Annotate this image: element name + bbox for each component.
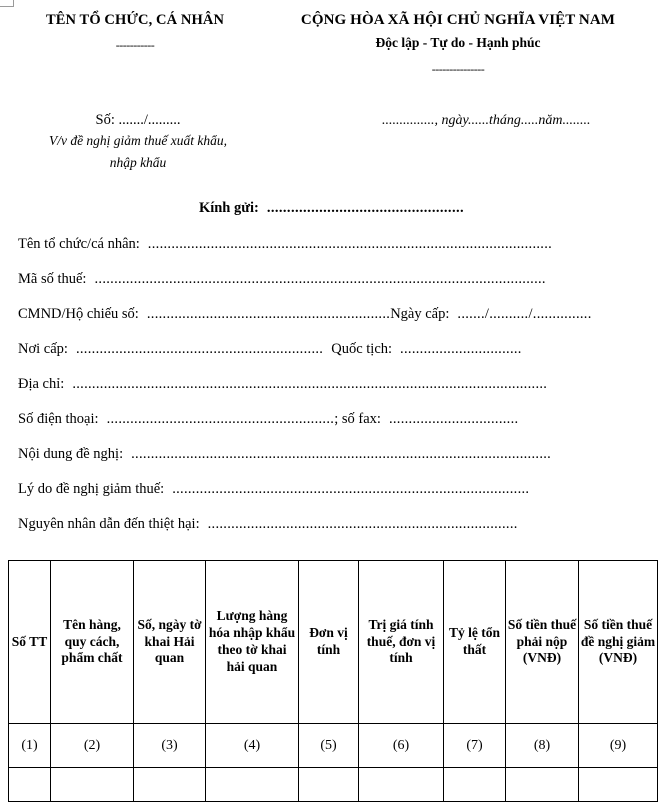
field-fill-dots-secondary[interactable]: ......./........../............... xyxy=(457,306,592,322)
field-label-secondary: ; số fax: xyxy=(334,411,381,427)
table-row xyxy=(9,768,658,802)
table-cell-4[interactable] xyxy=(206,768,299,802)
field-address xyxy=(18,376,652,411)
field-label: Lý do đề nghị giảm thuế: xyxy=(18,481,165,497)
document-subject-line-1: V/v đề nghị giảm thuế xuất khẩu, xyxy=(48,133,228,148)
column-number-5: (5) xyxy=(299,724,359,768)
table-header-cell-5: Đơn vị tính xyxy=(299,561,359,724)
organization-header-block xyxy=(10,12,260,53)
table-cell-9[interactable] xyxy=(579,768,658,802)
field-label: Số điện thoại: xyxy=(18,411,99,427)
corner-artifact xyxy=(0,0,14,7)
column-number-4: (4) xyxy=(206,724,299,768)
table-header-row xyxy=(9,561,658,724)
field-fill-dots-secondary[interactable]: ................................. xyxy=(388,411,519,427)
document-number-block xyxy=(18,112,258,172)
field-tax-code xyxy=(18,271,652,306)
field-fill-dots[interactable]: ....................................................................................................... xyxy=(147,236,553,252)
table-cell-8[interactable] xyxy=(506,768,579,802)
column-number-7: (7) xyxy=(444,724,506,768)
column-number-6: (6) xyxy=(359,724,444,768)
document-number-line: Số: ......./......... xyxy=(95,112,181,128)
table-header-cell-1: Số TT xyxy=(9,561,51,724)
field-fill-dots[interactable]: .............................................................. xyxy=(146,306,391,322)
document-date-line: ..............., ngày......tháng.....năm........ xyxy=(382,113,591,128)
column-number-9: (9) xyxy=(579,724,658,768)
field-fill-dots-secondary[interactable]: ............................... xyxy=(400,341,522,357)
field-fill-dots[interactable]: ................................................................................................................... xyxy=(94,271,546,287)
table-column-number-row xyxy=(9,724,658,768)
field-fill-dots[interactable]: ........................................................................................................... xyxy=(131,446,552,462)
document-subject-line-2: nhập khẩu xyxy=(109,154,167,170)
field-fill-dots[interactable]: ......................................................................................................................... xyxy=(72,376,548,392)
field-label: Mã số thuế: xyxy=(18,271,87,287)
field-damage-cause xyxy=(18,516,652,551)
organization-rule: ----------- xyxy=(115,38,155,52)
organization-title: TÊN TỔ CHỨC, CÁ NHÂN xyxy=(45,12,225,28)
recipient-label: Kính gửi: xyxy=(198,200,259,216)
national-header-block xyxy=(262,12,654,77)
field-request-content xyxy=(18,446,652,481)
column-number-2: (2) xyxy=(51,724,134,768)
column-number-1: (1) xyxy=(9,724,51,768)
table-cell-1[interactable] xyxy=(9,768,51,802)
national-title: CỘNG HÒA XÃ HỘI CHỦ NGHĨA VIỆT NAM xyxy=(300,12,616,28)
field-label: Nội dung đề nghị: xyxy=(18,446,124,462)
table-cell-3[interactable] xyxy=(134,768,206,802)
field-label-secondary: Ngày cấp: xyxy=(390,306,450,322)
field-label: Tên tổ chức/cá nhân: xyxy=(18,236,140,252)
table-cell-7[interactable] xyxy=(444,768,506,802)
column-number-8: (8) xyxy=(506,724,579,768)
field-label: Địa chỉ: xyxy=(18,376,65,392)
recipient-line xyxy=(0,200,663,217)
table-header-cell-9: Số tiền thuế đề nghị giảm (VNĐ) xyxy=(579,561,658,724)
document-header xyxy=(0,12,663,92)
field-reduction-reason xyxy=(18,481,652,516)
field-id-passport-number xyxy=(18,306,652,341)
field-fill-dots[interactable]: .......................................................... xyxy=(106,411,335,427)
field-label-secondary: Quốc tịch: xyxy=(331,341,393,357)
table-header-cell-8: Số tiền thuế phải nộp (VNĐ) xyxy=(506,561,579,724)
table-header-cell-6: Trị giá tính thuế, đơn vị tính xyxy=(359,561,444,724)
national-motto: Độc lập - Tự do - Hạnh phúc xyxy=(375,35,541,50)
field-phone-fax xyxy=(18,411,652,446)
field-fill-dots[interactable]: ........................................................................................... xyxy=(172,481,530,497)
table-header-cell-2: Tên hàng, quy cách, phẩm chất xyxy=(51,561,134,724)
table-header-cell-7: Tỷ lệ tổn thất xyxy=(444,561,506,724)
field-label: Nguyên nhân dẫn đến thiệt hại: xyxy=(18,516,200,532)
column-number-3: (3) xyxy=(134,724,206,768)
field-issue-place xyxy=(18,341,652,376)
table-cell-6[interactable] xyxy=(359,768,444,802)
field-organization-name xyxy=(18,236,652,271)
table-header-cell-4: Lượng hàng hóa nhập khẩu theo tờ khai hải quan xyxy=(206,561,299,724)
table-cell-2[interactable] xyxy=(51,768,134,802)
table-header-cell-3: Số, ngày tờ khai Hải quan xyxy=(134,561,206,724)
field-label: CMND/Hộ chiếu số: xyxy=(18,306,139,322)
field-label: Nơi cấp: xyxy=(18,341,68,357)
field-fill-dots[interactable]: ............................................................... xyxy=(75,341,324,357)
national-rule: --------------- xyxy=(431,62,485,76)
recipient-fill-dots: ................................................. xyxy=(266,200,465,216)
field-fill-dots[interactable]: ............................................................................... xyxy=(207,516,518,532)
goods-declaration-table xyxy=(8,560,658,802)
table-cell-5[interactable] xyxy=(299,768,359,802)
form-fields xyxy=(18,236,652,551)
